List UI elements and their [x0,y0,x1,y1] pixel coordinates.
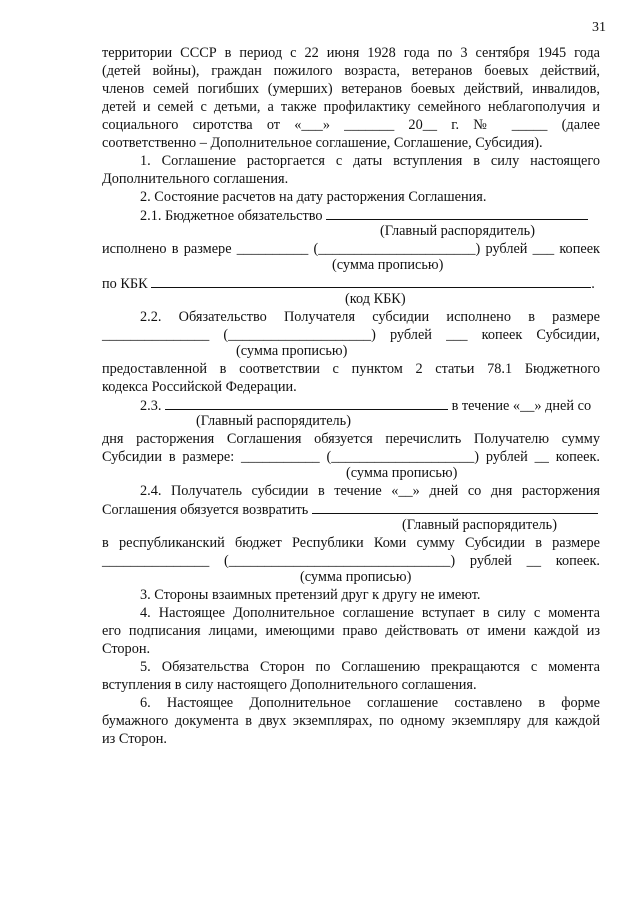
text-line: бумажного документа в двух экземплярах, по одному экземпляру для каждой [102,713,600,729]
text-line: Субсидии в размере: ___________ (____________________) рублей __ копеек. [102,449,600,465]
text-line: детей и семей с детьми, а также профилактику семейного неблагополучия и [102,99,600,115]
text-line: (детей войны), граждан пожилого возраста, ветеранов боевых действий, [102,63,600,79]
field-caption: (сумма прописью) [236,343,348,359]
field-caption: (Главный распорядитель) [380,223,535,239]
fill-in-blank [151,274,591,288]
text-line: в республиканский бюджет Республики Коми сумму Субсидии в размере [102,535,600,551]
page-number: 31 [592,20,606,35]
fill-in-blank [312,500,598,514]
text-line: 6. Настоящее Дополнительное соглашение составлено в форме [140,695,600,711]
text-line: Дополнительного соглашения. [102,171,289,187]
field-caption: (Главный распорядитель) [196,413,351,429]
text-line: из Сторон. [102,731,167,747]
text-line: соответственно – Дополнительное соглашение, Соглашение, Субсидия). [102,135,543,151]
text-line: по КБК [102,276,148,292]
text-line: кодекса Российской Федерации. [102,379,297,395]
text-line: 5. Обязательства Сторон по Соглашению прекращаются с момента [140,659,600,675]
text-line: 2.2. Обязательство Получателя субсидии исполнено в размере [140,309,600,325]
text-line: Соглашения обязуется возвратить [102,502,309,518]
text-line: его подписания лицами, имеющими право действовать от имени каждой из [102,623,600,639]
field-caption: (сумма прописью) [346,465,458,481]
text-line: социального сиротства от «___» _______ 20__ г. № _____ (далее [102,117,600,133]
text-line: _______________ (____________________) рублей ___ копеек Субсидии, [102,327,600,343]
text-line: членов семей погибших (умерших) ветеранов боевых действий, инвалидов, [102,81,600,97]
fill-in-blank [165,396,448,410]
text-line: территории СССР в период с 22 июня 1928 года по 3 сентября 1945 года [102,45,600,61]
text-line: 2. Состояние расчетов на дату расторжения Соглашения. [140,189,487,205]
field-caption: (сумма прописью) [332,257,444,273]
text-line: в течение «__» дней со [451,398,592,414]
text-line: 2.4. Получатель субсидии в течение «__» дней со дня расторжения [140,483,600,499]
text-line: _______________ (_______________________________) рублей __ копеек. [102,553,600,569]
text-line: Сторон. [102,641,151,657]
text-line: 1. Соглашение расторгается с даты вступления в силу настоящего [140,153,600,169]
kbk-line: по КБК . [102,276,595,292]
text-line: 4. Настоящее Дополнительное соглашение вступает в силу с момента [140,605,600,621]
field-caption: (Главный распорядитель) [402,517,557,533]
field-caption: (код КБК) [345,291,406,307]
text-line: дня расторжения Соглашения обязуется перечислить Получателю сумму [102,431,600,447]
text-line: исполнено в размере __________ (______________________) рублей ___ копеек [102,241,600,257]
text-line: 2.1. Бюджетное обязательство [140,208,323,224]
fill-in-blank [326,206,588,220]
text-line: предоставленной в соответствии с пунктом 2 статьи 78.1 Бюджетного [102,361,600,377]
text-line: 3. Стороны взаимных претензий друг к другу не имеют. [140,587,481,603]
field-caption: (сумма прописью) [300,569,412,585]
text-line: вступления в силу настоящего Дополнительного соглашения. [102,677,477,693]
text-line: 2.3. [140,398,162,414]
